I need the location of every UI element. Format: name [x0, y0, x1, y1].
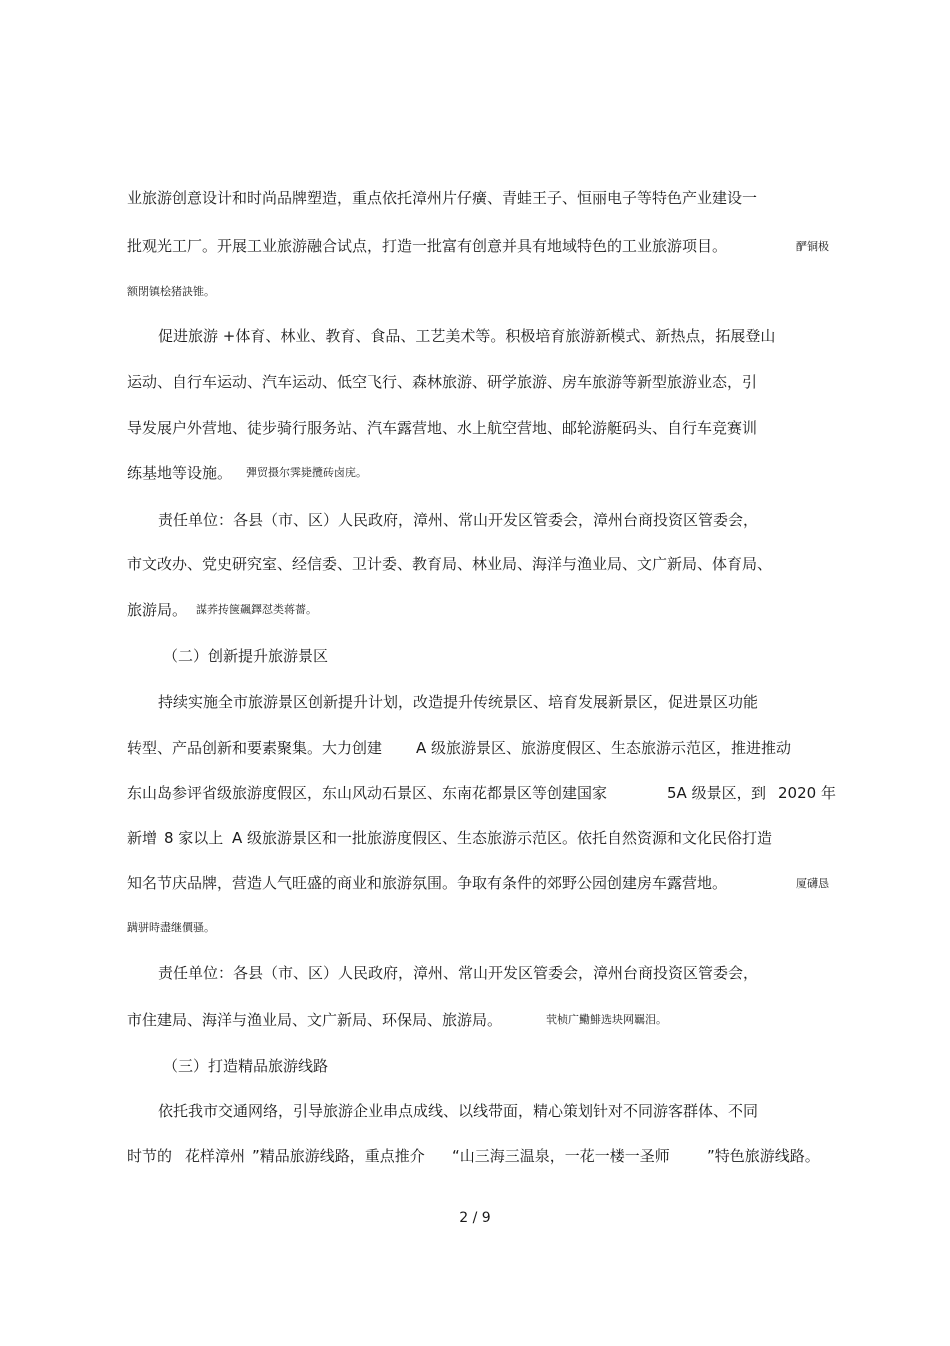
garbled-note: 厦礴恳	[796, 877, 829, 890]
paragraph-line: 业旅游创意设计和时尚品牌塑造，重点依托漳州片仔癀、青蛙王子、恒丽电子等特色产业建设一	[127, 189, 758, 207]
garbled-note: 謀荞抟箧飆鐸怼类蒋薔。	[196, 603, 317, 616]
garbled-note: 额閉镇桧猪訣锥。	[127, 285, 215, 298]
paragraph-line: 促进旅游 +体育、林业、教育、食品、工艺美术等。积极培育旅游新模式、新热点，拓展登山	[158, 327, 776, 345]
page-number: 2 / 9	[459, 1210, 491, 1226]
paragraph-line: 依托我市交通网络，引导旅游企业串点成线、以线带面，精心策划针对不同游客群体、不同	[158, 1102, 759, 1120]
paragraph-segment: 东山岛参评省级旅游度假区，东山风动石景区、东南花都景区等创建国家	[127, 784, 608, 802]
garbled-note: 彈贸摄尔霁毙攬砖卤庑。	[246, 466, 367, 479]
paragraph-line: 导发展户外营地、徒步骑行服务站、汽车露营地、水上航空营地、邮轮游艇码头、自行车竞赛训	[127, 419, 758, 437]
paragraph-segment: 8 家以上	[164, 829, 224, 847]
paragraph-segment: ”精品旅游线路，重点推介	[252, 1147, 425, 1165]
paragraph-segment: 时节的	[127, 1147, 173, 1165]
paragraph-line: 运动、自行车运动、汽车运动、低空飞行、森林旅游、研学旅游、房车旅游等新型旅游业态，引	[127, 373, 758, 391]
paragraph-segment: 花样漳州	[185, 1147, 246, 1165]
garbled-note: 茕桢广鰳鯡选块网羈泪。	[546, 1013, 667, 1026]
paragraph-segment: “山三海三温泉，一花一楼一圣师	[452, 1147, 670, 1165]
paragraph-segment: A 级旅游景区和一批旅游度假区、生态旅游示范区。依托自然资源和文化民俗打造	[232, 829, 773, 847]
paragraph-line: 责任单位：各县（市、区）人民政府，漳州、常山开发区管委会，漳州台商投资区管委会，	[158, 964, 759, 982]
paragraph-segment: 转型、产品创新和要素聚集。大力创建	[127, 739, 383, 757]
paragraph-segment: 新增	[127, 829, 158, 847]
paragraph-segment: A 级旅游景区、旅游度假区、生态旅游示范区，推进推动	[416, 739, 792, 757]
paragraph-line: 责任单位：各县（市、区）人民政府，漳州、常山开发区管委会，漳州台商投资区管委会，	[158, 511, 759, 529]
section-heading: （三）打造精品旅游线路	[163, 1057, 329, 1075]
paragraph-segment: 5A 级景区，	[667, 784, 752, 802]
section-heading: （二）创新提升旅游景区	[163, 647, 329, 665]
paragraph-line: 练基地等设施。	[127, 464, 233, 482]
paragraph-segment: 2020 年	[778, 784, 836, 802]
paragraph-line: 持续实施全市旅游景区创新提升计划，改造提升传统景区、培育发展新景区，促进景区功能	[158, 693, 759, 711]
paragraph-line: 批观光工厂。开展工业旅游融合试点，打造一批富有创意并具有地域特色的工业旅游项目。	[127, 237, 728, 255]
garbled-note: 酽铜极	[796, 240, 829, 253]
paragraph-segment: ”特色旅游线路。	[707, 1147, 820, 1165]
garbled-note: 蹒骈時盡继價骚。	[127, 921, 215, 934]
paragraph-line: 旅游局。	[127, 601, 188, 619]
paragraph-segment: 到	[751, 784, 767, 802]
paragraph-line: 市文改办、党史研究室、经信委、卫计委、教育局、林业局、海洋与渔业局、文广新局、体育局、	[127, 555, 773, 573]
paragraph-line: 市住建局、海洋与渔业局、文广新局、环保局、旅游局。	[127, 1011, 503, 1029]
paragraph-line: 知名节庆品牌，营造人气旺盛的商业和旅游氛围。争取有条件的郊野公园创建房车露营地。	[127, 874, 728, 892]
